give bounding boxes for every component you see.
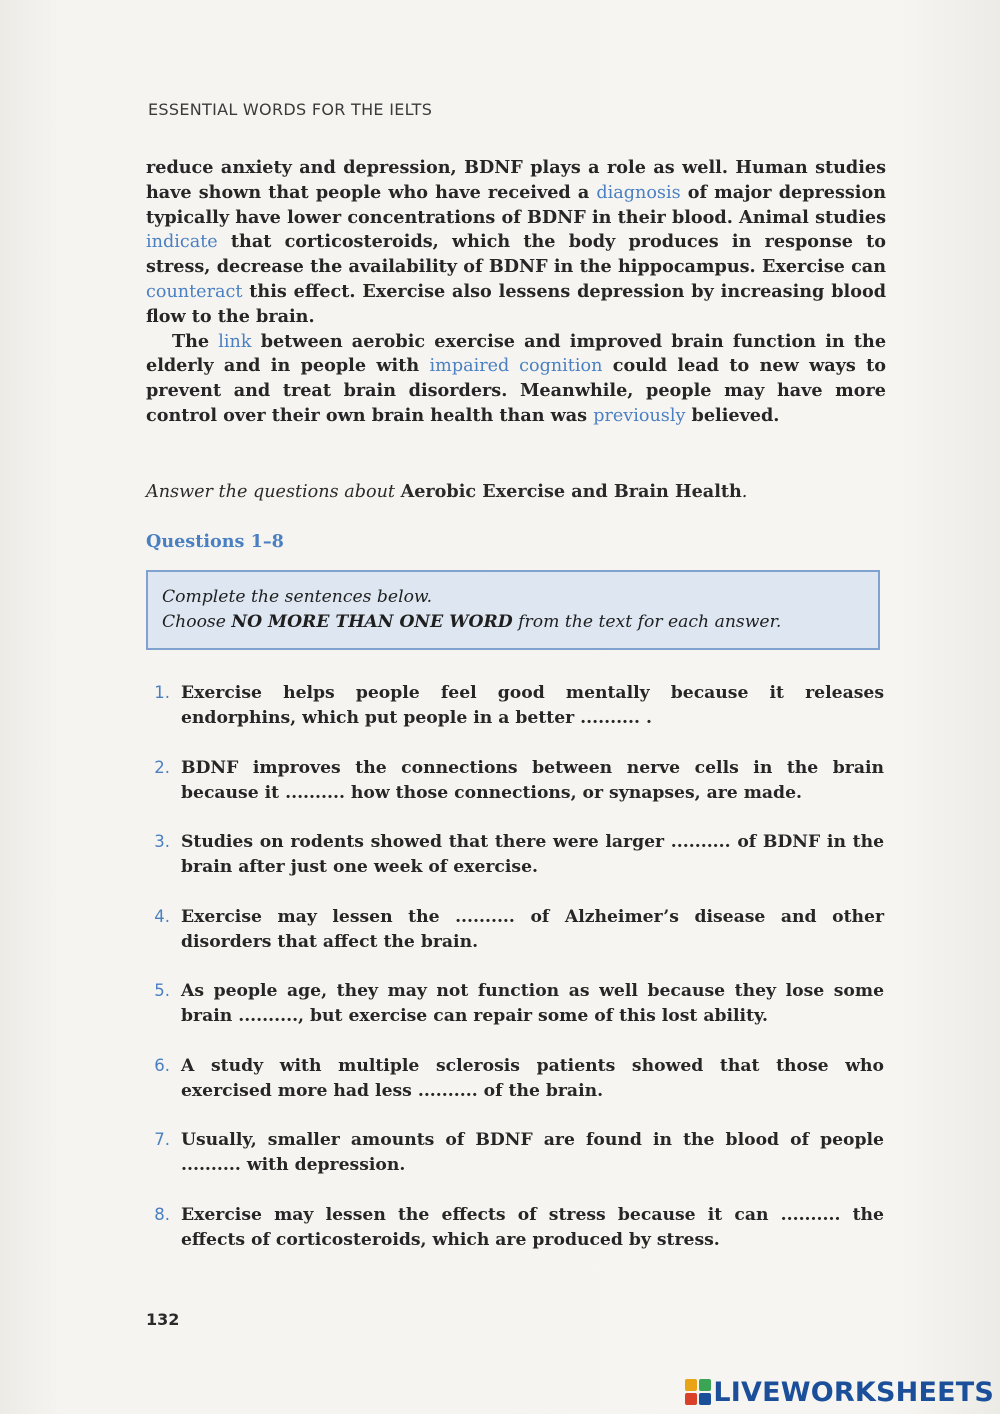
liveworksheets-logo-icon — [685, 1379, 711, 1405]
watermark-brand: LIVEWORKSHEETS — [713, 1376, 994, 1408]
passage-text: of major depression typically have lower concentrations of BDNF in their blood. Animal studies — [146, 181, 886, 228]
passage-text: believed. — [685, 404, 780, 426]
vocab-word: link — [218, 331, 252, 352]
directions-word-limit: NO MORE THAN ONE WORD — [231, 612, 513, 632]
passage-text: reduce anxiety and depression, BDNF plays a role as well. Human studies have shown that people who have received a — [146, 157, 886, 203]
instruction-lead: Answer the questions about — [146, 482, 401, 502]
directions-tail: from the text for each answer. — [512, 612, 782, 632]
vocab-word: counteract — [146, 281, 243, 302]
passage-paragraph-1 — [146, 156, 886, 330]
question-number: 4. — [154, 907, 170, 926]
question-text: Exercise helps people feel good mentally because it releases endorphins, which put people in a better .......... . — [181, 683, 884, 728]
question-number: 5. — [154, 981, 170, 1000]
question-text: A study with multiple sclerosis patients showed that those who exercised more had less .......... of the brain. — [181, 1056, 884, 1101]
question-number: 3. — [154, 832, 170, 851]
passage-paragraph-2 — [146, 330, 886, 429]
question-number: 1. — [154, 683, 170, 702]
question-text: Studies on rodents showed that there were larger .......... of BDNF in the brain after just one week of exercise. — [181, 832, 884, 877]
question-text: Exercise may lessen the .......... of Alzheimer’s disease and other disorders that affect the brain. — [181, 907, 884, 952]
directions-line-2 — [162, 610, 878, 635]
directions-box — [146, 570, 880, 650]
page-number: 132 — [146, 1310, 180, 1329]
question-number: 7. — [154, 1130, 170, 1149]
passage-text: The — [172, 330, 219, 352]
vocab-word: diagnosis — [596, 182, 681, 203]
vocab-word: indicate — [146, 232, 218, 253]
question-text: Exercise may lessen the effects of stress because it can .......... the effects of corticosteroids, which are produced by stress. — [181, 1205, 884, 1250]
running-head: ESSENTIAL WORDS FOR THE IELTS — [148, 100, 433, 119]
passage-text: that corticosteroids, which the body produces in response to stress, decrease the availability of BDNF in the hippocampus. Exercise can — [146, 231, 886, 278]
directions-choose: Choose — [162, 612, 232, 632]
vocab-word: previously — [593, 405, 686, 426]
passage-text: between aerobic exercise and improved brain function in the elderly and in people with — [146, 330, 887, 377]
question-text: BDNF improves the connections between nerve cells in the brain because it .......... how those connections, or synapses, are made. — [181, 758, 884, 803]
question-number: 2. — [154, 758, 170, 777]
passage-text: this effect. Exercise also lessens depression by increasing blood flow to the brain. — [146, 280, 886, 327]
instruction-line — [146, 481, 886, 502]
question-text: Usually, smaller amounts of BDNF are found in the blood of people .......... with depression. — [181, 1130, 884, 1175]
question-number: 6. — [154, 1056, 170, 1075]
question-number: 8. — [154, 1205, 170, 1224]
liveworksheets-watermark — [685, 1376, 994, 1408]
vocab-word: impaired cognition — [429, 356, 603, 377]
question-text: As people age, they may not function as well because they lose some brain .........., but exercise can repair some of this lost ability. — [181, 981, 884, 1026]
directions-line-1: Complete the sentences below. — [162, 587, 433, 607]
instruction-end: . — [741, 482, 748, 502]
passage-title: Aerobic Exercise and Brain Health — [400, 481, 742, 502]
reading-passage — [146, 156, 886, 429]
passage-text: could lead to new ways to prevent and treat brain disorders. Meanwhile, people may have more control over their own brain health than was — [146, 355, 886, 426]
questions-heading: Questions 1–8 — [146, 531, 284, 552]
